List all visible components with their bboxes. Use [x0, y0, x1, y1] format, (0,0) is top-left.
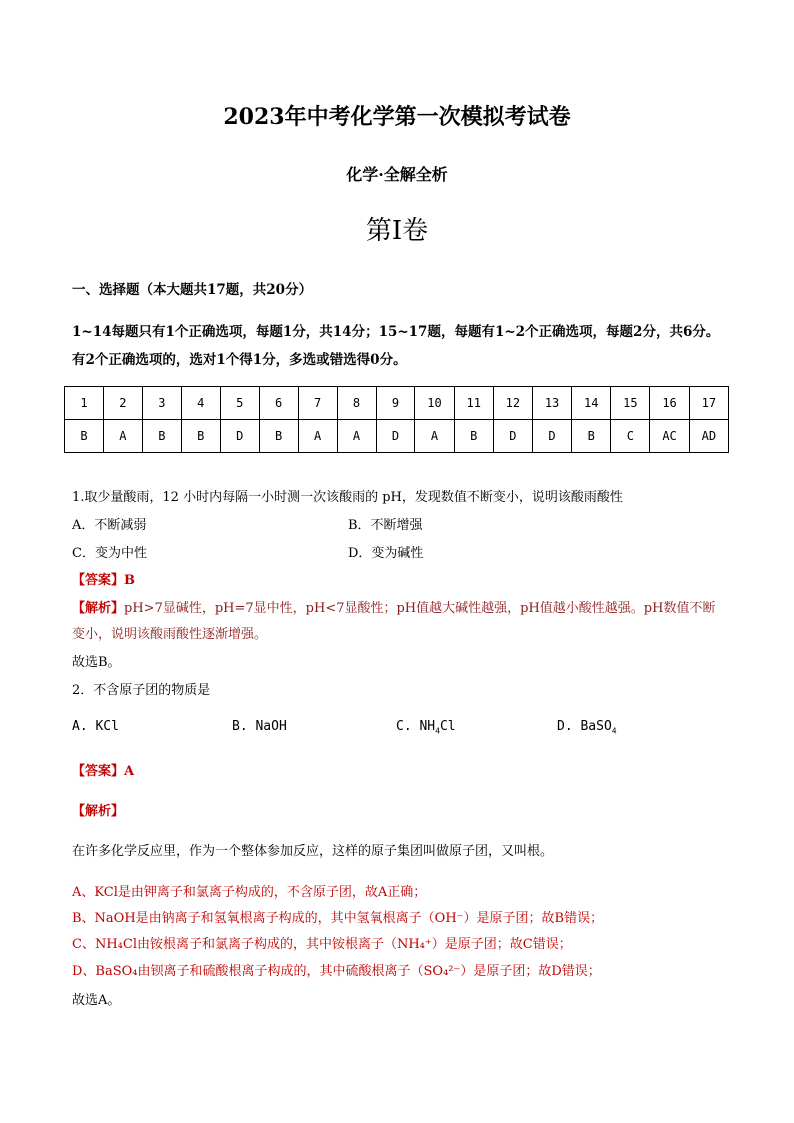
- question-number-cell: 6: [259, 387, 298, 420]
- page-subtitle: 化学·全解全析: [346, 165, 448, 184]
- q2-option-a: A. KCl: [72, 719, 119, 734]
- volume-heading: 第Ⅰ卷: [365, 216, 429, 246]
- answer-cell: B: [454, 420, 493, 453]
- question-number-cell: 15: [611, 387, 650, 420]
- answer-cell: B: [572, 420, 611, 453]
- q1-option-b: B．不断增强: [348, 518, 423, 533]
- answer-cell: A: [415, 420, 454, 453]
- q2-definition: 在许多化学反应里，作为一个整体参加反应，这样的原子集团叫做原子团，又叫根。: [72, 844, 554, 859]
- answer-value: A: [124, 764, 135, 779]
- answer-value: B: [124, 573, 136, 588]
- section-instruction: 1~14每题只有1个正确选项，每题1分，共14分；15~17题，每题有1~2个正确选项，每题2分，共6分。有2个正确选项的，选对1个得1分，多选或错选得0分。: [72, 324, 720, 368]
- answer-cell: A: [103, 420, 142, 453]
- q1-answer: [72, 569, 135, 588]
- question-number-cell: 1: [65, 387, 104, 420]
- page-title: 2023年中考化学第一次模拟考试卷: [223, 104, 571, 130]
- q2-answer: [72, 760, 134, 779]
- q2-option-b: B. NaOH: [232, 719, 287, 734]
- q1-analysis: [72, 596, 732, 648]
- answer-table-number-row: [65, 387, 729, 420]
- question-number-cell: 4: [181, 387, 220, 420]
- q2-option-c: C. $NH_4Cl$: [396, 719, 456, 736]
- question-number-cell: 10: [415, 387, 454, 420]
- q1-option-a: A．不断减弱: [72, 518, 147, 533]
- q2-analysis-d: D、BaSO₄由钡离子和硫酸根离子构成的，其中硫酸根离子（SO₄²⁻）是原子团；故D错误；: [72, 964, 601, 979]
- answer-cell: D: [493, 420, 532, 453]
- answer-cell: B: [181, 420, 220, 453]
- q2-analysis-b: B、NaOH是由钠离子和氢氧根离子构成的，其中氢氧根离子（OH⁻）是原子团；故B错误；: [72, 911, 604, 926]
- answer-cell: C: [611, 420, 650, 453]
- answer-cell: D: [376, 420, 415, 453]
- question-number-cell: 14: [572, 387, 611, 420]
- q1-conclusion: 故选B。: [72, 655, 121, 670]
- question-number-cell: 12: [493, 387, 532, 420]
- question-number-cell: 16: [650, 387, 689, 420]
- section-heading: 一、选择题（本大题共17题，共20分）: [72, 282, 313, 298]
- question-number-cell: 5: [220, 387, 259, 420]
- question-number-cell: 3: [142, 387, 181, 420]
- answer-cell: B: [142, 420, 181, 453]
- q2-conclusion: 故选A。: [72, 993, 121, 1008]
- answer-cell: A: [298, 420, 337, 453]
- answer-cell: D: [220, 420, 259, 453]
- answer-label: 【答案】: [72, 764, 125, 779]
- answer-cell: D: [532, 420, 571, 453]
- question-number-cell: 17: [689, 387, 728, 420]
- question-number-cell: 2: [103, 387, 142, 420]
- q2-stem: 2．不含原子团的物质是: [72, 683, 211, 698]
- analysis-label: 【解析】: [72, 601, 125, 616]
- analysis-text-line1: pH>7显碱性，pH=7显中性，pH<7显酸性；pH值越大碱性越强，pH值越小酸性越强。pH数值不断: [124, 601, 716, 616]
- question-number-cell: 11: [454, 387, 493, 420]
- answer-table-answer-row: [65, 420, 729, 453]
- q2-analysis-label: 【解析】: [72, 804, 125, 819]
- answer-cell: A: [337, 420, 376, 453]
- question-number-cell: 13: [532, 387, 571, 420]
- answer-label: 【答案】: [72, 573, 125, 588]
- question-number-cell: 9: [376, 387, 415, 420]
- analysis-text-line2: 变小，说明该酸雨酸性逐渐增强。: [72, 627, 268, 642]
- answer-cell: AC: [650, 420, 689, 453]
- answer-cell: B: [65, 420, 104, 453]
- question-number-cell: 8: [337, 387, 376, 420]
- q2-option-d: D. BaSO$_4$: [557, 719, 617, 736]
- q2-analysis-a: A、KCl是由钾离子和氯离子构成的，不含原子团，故A正确；: [72, 885, 427, 900]
- q1-stem: 1.取少量酸雨，12 小时内每隔一小时测一次该酸雨的 pH，发现数值不断变小，说明该酸雨酸性: [72, 490, 623, 505]
- q1-option-c: C．变为中性: [72, 546, 147, 561]
- answer-cell: B: [259, 420, 298, 453]
- question-number-cell: 7: [298, 387, 337, 420]
- answer-table: [64, 386, 729, 453]
- q1-option-d: D．变为碱性: [348, 546, 424, 561]
- q2-analysis-c: C、NH₄Cl由铵根离子和氯离子构成的，其中铵根离子（NH₄⁺）是原子团；故C错误；: [72, 937, 572, 952]
- answer-cell: AD: [689, 420, 728, 453]
